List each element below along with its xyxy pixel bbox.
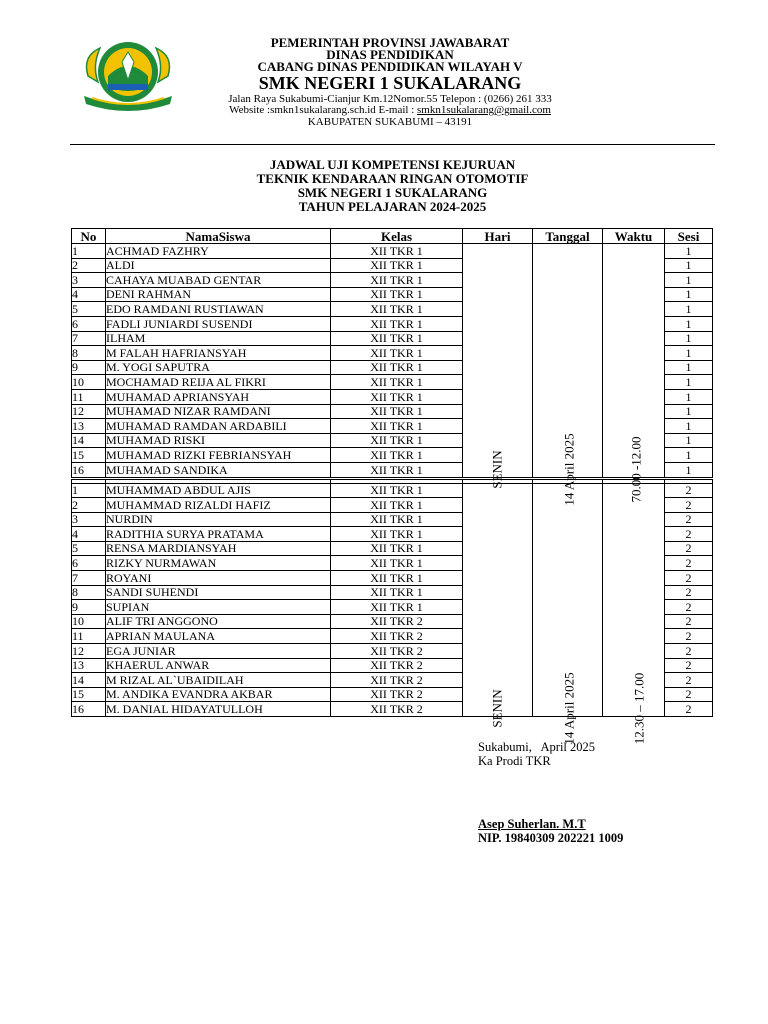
cell-date bbox=[533, 483, 603, 745]
doc-title-1: JADWAL UJI KOMPETENSI KEJURUAN bbox=[269, 157, 516, 172]
cell-student-name: RENSA MARDIANSYAH bbox=[106, 541, 331, 556]
cell-class: XII TKR 2 bbox=[331, 687, 463, 702]
cell-class: XII TKR 2 bbox=[331, 702, 463, 717]
col-header-day: Hari bbox=[463, 229, 533, 244]
cell-class: XII TKR 1 bbox=[331, 600, 463, 615]
cell-no: 2 bbox=[72, 258, 106, 273]
cell-class: XII TKR 1 bbox=[331, 433, 463, 448]
cell-session: 1 bbox=[665, 433, 713, 448]
cell-no: 14 bbox=[72, 673, 106, 688]
cell-student-name: MUHAMMAD ABDUL AJIS bbox=[106, 483, 331, 498]
cell-no: 11 bbox=[72, 389, 106, 404]
signature-place-date: Sukabumi, April 2025 bbox=[478, 740, 596, 754]
exam-schedule-table bbox=[71, 228, 713, 745]
cell-time-text: 70.00 -12.00 bbox=[628, 435, 644, 503]
cell-session: 1 bbox=[665, 346, 713, 361]
cell-session: 1 bbox=[665, 273, 713, 288]
cell-class: XII TKR 2 bbox=[331, 614, 463, 629]
cell-student-name: M FALAH HAFRIANSYAH bbox=[106, 346, 331, 361]
cell-session: 2 bbox=[665, 512, 713, 527]
cell-session: 2 bbox=[665, 629, 713, 644]
email-link[interactable]: smkn1sukalarang@gmail.com bbox=[417, 104, 551, 116]
cell-time bbox=[603, 483, 665, 745]
cell-no: 16 bbox=[72, 702, 106, 717]
col-header-time: Waktu bbox=[603, 229, 665, 244]
cell-student-name: MUHAMAD APRIANSYAH bbox=[106, 389, 331, 404]
cell-student-name: SANDI SUHENDI bbox=[106, 585, 331, 600]
cell-session: 1 bbox=[665, 302, 713, 317]
cell-session: 2 bbox=[665, 658, 713, 673]
cell-class: XII TKR 1 bbox=[331, 273, 463, 288]
cell-no: 8 bbox=[72, 585, 106, 600]
cell-session: 1 bbox=[665, 462, 713, 478]
cell-student-name: M RIZAL AL`UBAIDILAH bbox=[106, 673, 331, 688]
cell-student-name: DENI RAHMAN bbox=[106, 287, 331, 302]
cell-class: XII TKR 1 bbox=[331, 244, 463, 259]
cell-student-name: NURDIN bbox=[106, 512, 331, 527]
school-address: Jalan Raya Sukabumi-Cianjur Km.12Nomor.55 Telepon : (0266) 261 333 bbox=[228, 93, 552, 105]
cell-class: XII TKR 1 bbox=[331, 302, 463, 317]
cell-session: 2 bbox=[665, 644, 713, 659]
cell-class: XII TKR 1 bbox=[331, 585, 463, 600]
cell-no: 2 bbox=[72, 498, 106, 513]
cell-class: XII TKR 2 bbox=[331, 673, 463, 688]
cell-class: XII TKR 1 bbox=[331, 331, 463, 346]
cell-no: 5 bbox=[72, 302, 106, 317]
cell-student-name: KHAERUL ANWAR bbox=[106, 658, 331, 673]
cell-no: 13 bbox=[72, 419, 106, 434]
cell-class: XII TKR 1 bbox=[331, 448, 463, 463]
cell-session: 2 bbox=[665, 585, 713, 600]
cell-student-name: ALIF TRI ANGGONO bbox=[106, 614, 331, 629]
cell-no: 1 bbox=[72, 244, 106, 259]
cell-student-name: MUHAMAD RISKI bbox=[106, 433, 331, 448]
cell-no: 15 bbox=[72, 448, 106, 463]
col-header-name: NamaSiswa bbox=[106, 229, 331, 244]
table-row bbox=[72, 483, 713, 498]
cell-student-name: M. DANIAL HIDAYATULLOH bbox=[106, 702, 331, 717]
col-header-no: No bbox=[72, 229, 106, 244]
cell-session: 1 bbox=[665, 360, 713, 375]
cell-student-name: CAHAYA MUABAD GENTAR bbox=[106, 273, 331, 288]
cell-class: XII TKR 1 bbox=[331, 287, 463, 302]
header-department: DINAS PENDIDIKAN bbox=[326, 47, 454, 62]
cell-no: 6 bbox=[72, 316, 106, 331]
cell-session: 2 bbox=[665, 527, 713, 542]
school-name: SMK NEGERI 1 SUKALARANG bbox=[258, 73, 522, 93]
doc-title-4: TAHUN PELAJARAN 2024-2025 bbox=[298, 199, 487, 214]
cell-class: XII TKR 1 bbox=[331, 316, 463, 331]
cell-class: XII TKR 2 bbox=[331, 658, 463, 673]
cell-no: 7 bbox=[72, 571, 106, 586]
cell-class: XII TKR 1 bbox=[331, 346, 463, 361]
cell-session: 2 bbox=[665, 498, 713, 513]
cell-no: 12 bbox=[72, 644, 106, 659]
cell-no: 14 bbox=[72, 433, 106, 448]
cell-no: 5 bbox=[72, 541, 106, 556]
cell-no: 10 bbox=[72, 375, 106, 390]
cell-date-text: 14 April 2025 bbox=[561, 432, 577, 506]
cell-session: 2 bbox=[665, 702, 713, 717]
cell-no: 3 bbox=[72, 273, 106, 288]
cell-session: 1 bbox=[665, 244, 713, 259]
cell-no: 9 bbox=[72, 360, 106, 375]
cell-no: 4 bbox=[72, 527, 106, 542]
cell-class: XII TKR 1 bbox=[331, 360, 463, 375]
cell-session: 2 bbox=[665, 556, 713, 571]
cell-no: 16 bbox=[72, 462, 106, 478]
header-government: PEMERINTAH PROVINSI JAWABARAT bbox=[270, 35, 510, 50]
cell-session: 1 bbox=[665, 331, 713, 346]
cell-student-name: ALDI bbox=[106, 258, 331, 273]
cell-session: 1 bbox=[665, 389, 713, 404]
cell-student-name: ILHAM bbox=[106, 331, 331, 346]
cell-session: 2 bbox=[665, 614, 713, 629]
cell-class: XII TKR 1 bbox=[331, 389, 463, 404]
cell-class: XII TKR 1 bbox=[331, 556, 463, 571]
website-label: Website :smkn1sukalarang.sch.id E-mail : bbox=[229, 104, 418, 116]
cell-no: 8 bbox=[72, 346, 106, 361]
cell-student-name: M. YOGI SAPUTRA bbox=[106, 360, 331, 375]
cell-student-name: RIZKY NURMAWAN bbox=[106, 556, 331, 571]
table-row bbox=[72, 244, 713, 259]
cell-student-name: MUHAMAD SANDIKA bbox=[106, 462, 331, 478]
cell-class: XII TKR 1 bbox=[331, 404, 463, 419]
cell-session: 1 bbox=[665, 375, 713, 390]
cell-no: 13 bbox=[72, 658, 106, 673]
cell-no: 11 bbox=[72, 629, 106, 644]
cell-student-name: MUHAMAD RIZKI FEBRIANSYAH bbox=[106, 448, 331, 463]
header-branch: CABANG DINAS PENDIDIKAN WILAYAH V bbox=[257, 59, 523, 74]
cell-class: XII TKR 1 bbox=[331, 512, 463, 527]
doc-title-2: TEKNIK KENDARAAN RINGAN OTOMOTIF bbox=[256, 171, 529, 186]
cell-student-name: ACHMAD FAZHRY bbox=[106, 244, 331, 259]
cell-student-name: SUPIAN bbox=[106, 600, 331, 615]
cell-day bbox=[463, 244, 533, 489]
cell-session: 2 bbox=[665, 541, 713, 556]
cell-no: 15 bbox=[72, 687, 106, 702]
cell-student-name: RADITHIA SURYA PRATAMA bbox=[106, 527, 331, 542]
cell-session: 2 bbox=[665, 483, 713, 498]
cell-class: XII TKR 1 bbox=[331, 483, 463, 498]
cell-student-name: EDO RAMDANI RUSTIAWAN bbox=[106, 302, 331, 317]
cell-class: XII TKR 1 bbox=[331, 419, 463, 434]
signature-nip: NIP. 19840309 202221 1009 bbox=[478, 831, 624, 845]
cell-no: 12 bbox=[72, 404, 106, 419]
cell-class: XII TKR 1 bbox=[331, 498, 463, 513]
school-contact bbox=[190, 105, 590, 116]
cell-class: XII TKR 1 bbox=[331, 541, 463, 556]
col-header-date: Tanggal bbox=[533, 229, 603, 244]
cell-session: 1 bbox=[665, 316, 713, 331]
cell-class: XII TKR 1 bbox=[331, 258, 463, 273]
col-header-session: Sesi bbox=[665, 229, 713, 244]
cell-session: 2 bbox=[665, 600, 713, 615]
cell-student-name: MUHAMAD RAMDAN ARDABILI bbox=[106, 419, 331, 434]
province-emblem-logo bbox=[78, 36, 178, 112]
cell-session: 2 bbox=[665, 687, 713, 702]
cell-class: XII TKR 2 bbox=[331, 644, 463, 659]
cell-class: XII TKR 1 bbox=[331, 571, 463, 586]
table-header-row bbox=[72, 229, 713, 244]
cell-session: 1 bbox=[665, 404, 713, 419]
cell-no: 7 bbox=[72, 331, 106, 346]
cell-class: XII TKR 1 bbox=[331, 375, 463, 390]
cell-student-name: MOCHAMAD REIJA AL FIKRI bbox=[106, 375, 331, 390]
cell-student-name: MUHAMMAD RIZALDI HAFIZ bbox=[106, 498, 331, 513]
cell-session: 1 bbox=[665, 419, 713, 434]
cell-class: XII TKR 1 bbox=[331, 527, 463, 542]
signature-role: Ka Prodi TKR bbox=[478, 754, 551, 768]
cell-session: 1 bbox=[665, 258, 713, 273]
cell-no: 10 bbox=[72, 614, 106, 629]
signer-name: Asep Suherlan. M.T bbox=[478, 817, 586, 831]
cell-student-name: M. ANDIKA EVANDRA AKBAR bbox=[106, 687, 331, 702]
cell-session: 2 bbox=[665, 571, 713, 586]
cell-session: 1 bbox=[665, 287, 713, 302]
cell-time-text: 12.30 – 17.00 bbox=[631, 672, 647, 745]
cell-date bbox=[533, 244, 603, 506]
cell-class: XII TKR 2 bbox=[331, 629, 463, 644]
cell-no: 6 bbox=[72, 556, 106, 571]
cell-day-text: SENIN bbox=[490, 689, 505, 728]
cell-student-name: FADLI JUNIARDI SUSENDI bbox=[106, 316, 331, 331]
cell-session: 1 bbox=[665, 448, 713, 463]
cell-no: 4 bbox=[72, 287, 106, 302]
cell-no: 1 bbox=[72, 483, 106, 498]
cell-no: 3 bbox=[72, 512, 106, 527]
cell-day-text: SENIN bbox=[490, 449, 505, 489]
header-divider bbox=[70, 144, 715, 145]
cell-no: 9 bbox=[72, 600, 106, 615]
cell-date-text: 14 April 2025 bbox=[561, 672, 577, 745]
cell-student-name: EGA JUNIAR bbox=[106, 644, 331, 659]
cell-time bbox=[603, 244, 665, 503]
col-header-class: Kelas bbox=[331, 229, 463, 244]
cell-student-name: APRIAN MAULANA bbox=[106, 629, 331, 644]
signature-name bbox=[478, 818, 586, 831]
cell-session: 2 bbox=[665, 673, 713, 688]
cell-day bbox=[463, 483, 533, 728]
school-district: KABUPATEN SUKABUMI – 43191 bbox=[307, 116, 473, 128]
cell-student-name: ROYANI bbox=[106, 571, 331, 586]
cell-student-name: MUHAMAD NIZAR RAMDANI bbox=[106, 404, 331, 419]
doc-title-3: SMK NEGERI 1 SUKALARANG bbox=[297, 185, 488, 200]
cell-class: XII TKR 1 bbox=[331, 462, 463, 478]
